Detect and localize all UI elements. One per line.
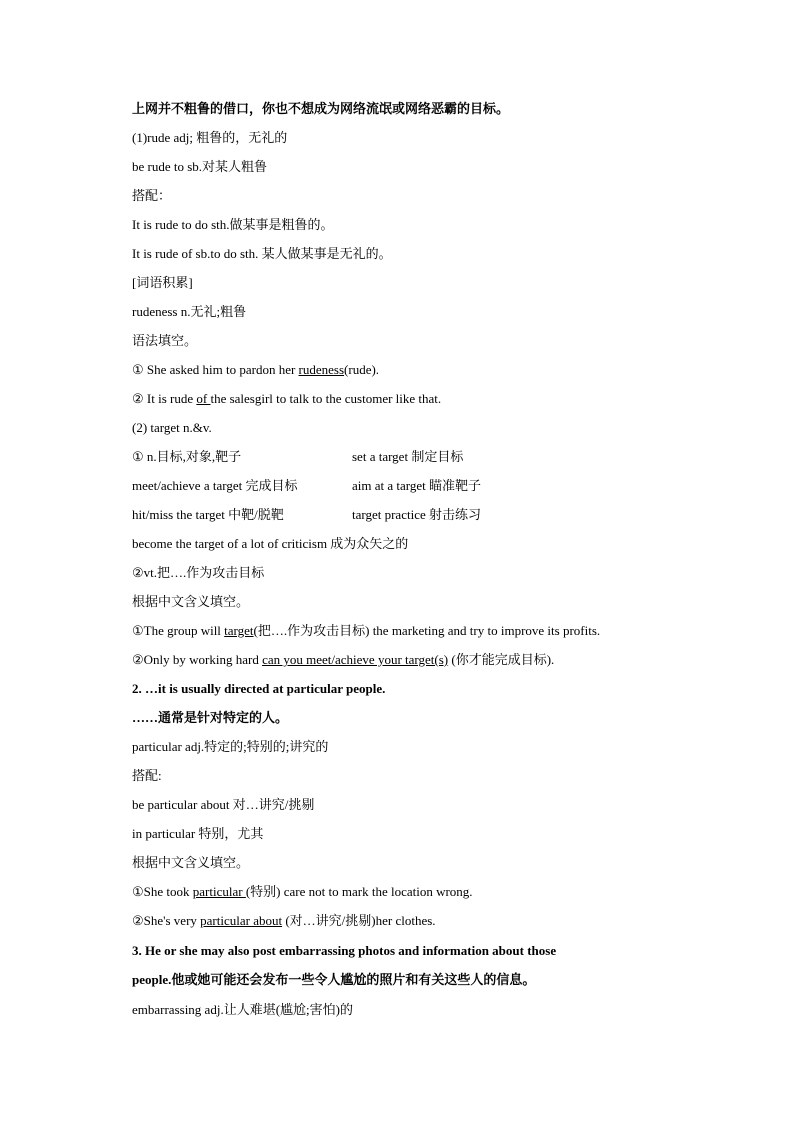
exercise-text: (特别) care not to mark the location wrong. (245, 884, 473, 899)
exercise-particular-about (132, 912, 436, 930)
exercise-answer: rudeness (298, 362, 345, 377)
embarrassing-definition: embarrassing adj.让人难堪(尴尬;害怕)的 (132, 1002, 353, 1017)
target-phrases-row-1 (132, 448, 692, 466)
phrase-right: set a target 制定目标 (352, 449, 464, 464)
particular-definition: particular adj.特定的;特别的;讲究的 (132, 739, 329, 754)
exercise-target-verb (132, 622, 600, 640)
phrase-right: target practice 射击练习 (352, 507, 481, 522)
vocab-accumulation-heading: [词语积累] (132, 275, 193, 290)
target-heading: (2) target n.&v. (132, 420, 212, 435)
exercise-text: (对…讲究/挑剔)her clothes. (282, 913, 436, 928)
phrase-right: aim at a target 瞄准靶子 (352, 478, 482, 493)
fill-by-meaning-heading: 根据中文含义填空。 (132, 594, 250, 609)
phrase-left: ① n.目标,对象,靶子 (132, 449, 242, 464)
exercise-rude-of (132, 390, 441, 408)
target-phrases-row-2 (132, 477, 692, 495)
exercise-answer: of (196, 391, 211, 406)
collocation-heading-2: 搭配: (132, 768, 162, 783)
intro-translation: 上网并不粗鲁的借口，你也不想成为网络流氓或网络恶霸的目标。 (132, 101, 510, 116)
exercise-text: ①The group will (132, 623, 225, 638)
exercise-rudeness (132, 361, 379, 379)
rude-definition: (1)rude adj; 粗鲁的，无礼的 (132, 130, 288, 145)
exercise-text: ② It is rude (132, 391, 197, 406)
rude-collocation-2: It is rude of sb.to do sth. 某人做某事是无礼的。 (132, 246, 392, 261)
collocation-heading: 搭配： (132, 188, 172, 203)
grammar-fill-heading: 语法填空。 (132, 333, 198, 348)
rude-phrase: be rude to sb.对某人粗鲁 (132, 159, 268, 174)
rude-collocation-1: It is rude to do sth.做某事是粗鲁的。 (132, 217, 334, 232)
exercise-particular-care (132, 883, 473, 901)
section-2-sentence: 2. …it is usually directed at particular people. (132, 681, 386, 696)
exercise-text: (把….作为攻击目标) the marketing and try to improve its profits. (253, 623, 601, 638)
exercise-text: ① She asked him to pardon her (132, 362, 299, 377)
particular-phrase-1: be particular about 对…讲究/挑剔 (132, 797, 315, 812)
phrase-left: hit/miss the target 中靶/脱靶 (132, 507, 284, 522)
exercise-answer: particular (192, 884, 246, 899)
exercise-text: (你才能完成目标). (448, 652, 555, 667)
exercise-text: the salesgirl to talk to the customer like that. (210, 391, 442, 406)
exercise-meet-target (132, 651, 554, 669)
section-2-translation: ……通常是针对特定的人。 (132, 710, 289, 725)
rudeness-definition: rudeness n.无礼;粗鲁 (132, 304, 247, 319)
fill-by-meaning-heading-2: 根据中文含义填空。 (132, 855, 250, 870)
target-criticism-phrase: become the target of a lot of criticism 成为众矢之的 (132, 536, 409, 551)
phrase-left: meet/achieve a target 完成目标 (132, 478, 298, 493)
exercise-text: ②Only by working hard (132, 652, 263, 667)
exercise-text: ②She's very (132, 913, 201, 928)
exercise-text: (rude). (344, 362, 380, 377)
exercise-answer: target (224, 623, 254, 638)
exercise-answer: can you meet/achieve your target(s) (262, 652, 449, 667)
exercise-text: ①She took (132, 884, 193, 899)
section-3-translation: people.他或她可能还会发布一些令人尴尬的照片和有关这些人的信息。 (132, 972, 536, 987)
section-3-sentence: 3. He or she may also post embarrassing photos and information about those (132, 943, 557, 958)
target-phrases-row-3 (132, 506, 692, 524)
particular-phrase-2: in particular 特别，尤其 (132, 826, 264, 841)
target-verb-definition: ②vt.把….作为攻击目标 (132, 565, 265, 580)
exercise-answer: particular about (200, 913, 283, 928)
